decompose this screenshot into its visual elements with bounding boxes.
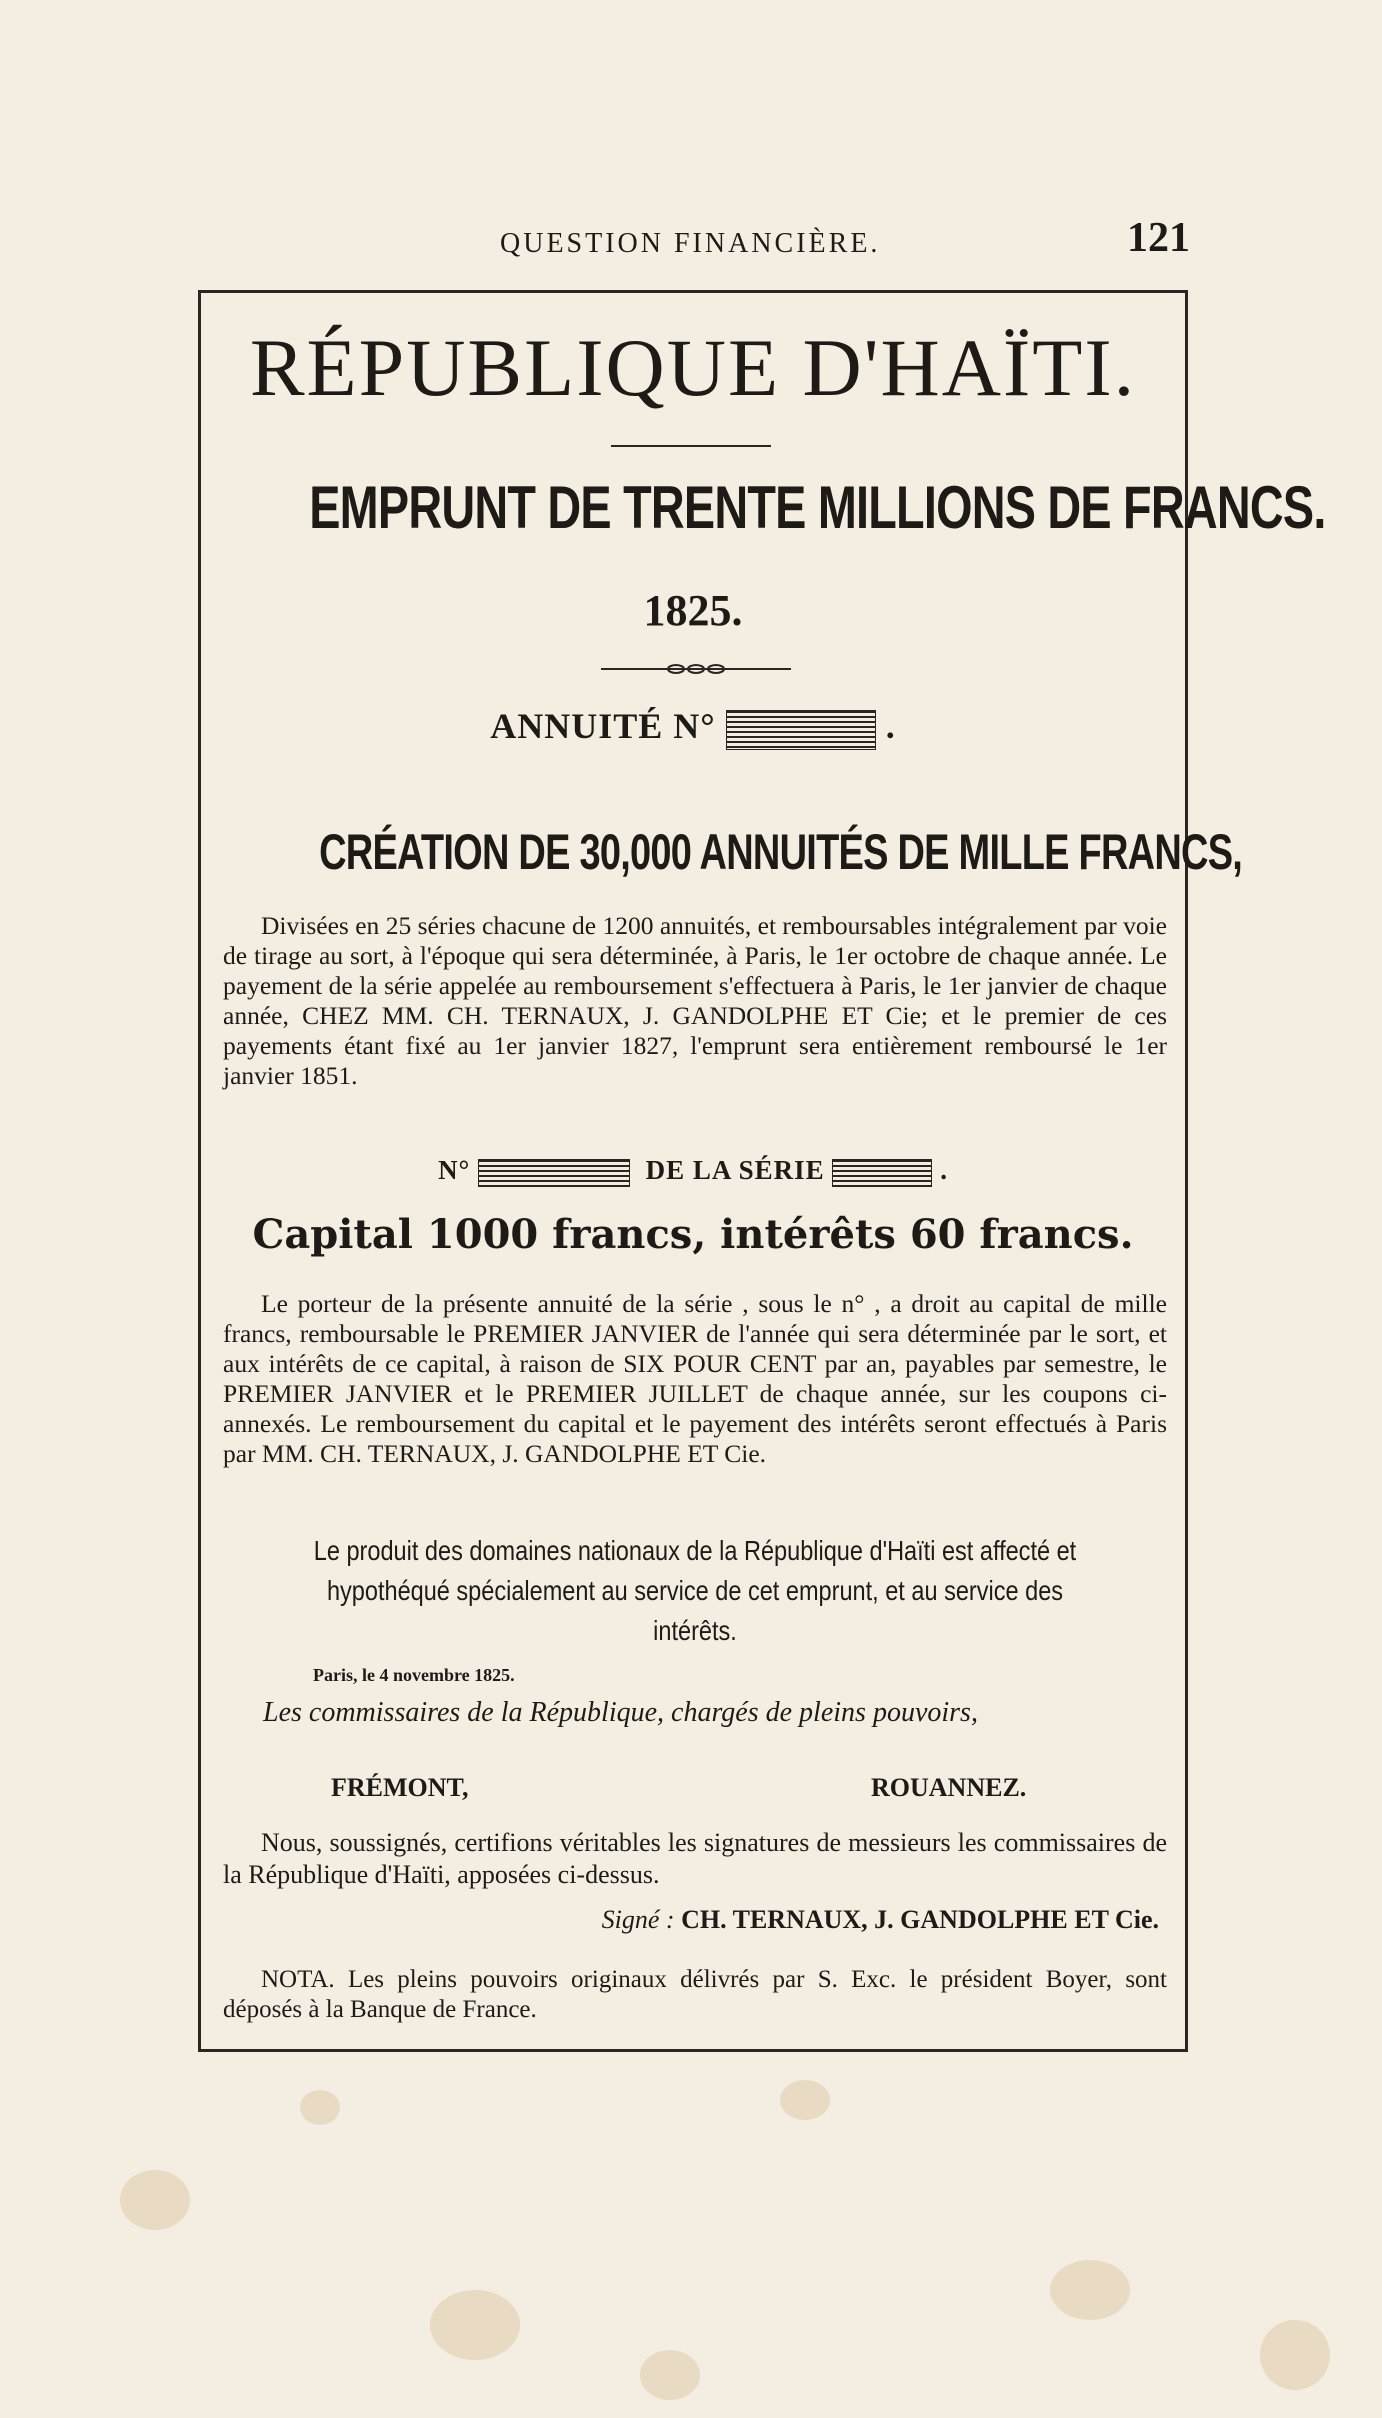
loan-title: EMPRUNT DE TRENTE MILLIONS DE FRANCS. xyxy=(309,474,1326,541)
page-number: 121 xyxy=(1127,215,1190,261)
paper-stain xyxy=(780,2080,830,2120)
bond-title: RÉPUBLIQUE D'HAÏTI. xyxy=(249,322,1137,413)
serie-number-blank xyxy=(478,1159,630,1187)
bond-year: 1825. xyxy=(643,586,743,635)
annuity-number-blank xyxy=(726,710,876,750)
produit-paragraph: Le produit des domaines nationaux de la République d'Haïti est affecté et hypothéqué spécialement au service de cet emprunt, et au service des intérêts. xyxy=(313,1535,1077,1646)
paper-stain xyxy=(640,2350,700,2400)
serie-blank xyxy=(832,1159,932,1187)
paper-stain xyxy=(120,2170,190,2230)
paper-stain xyxy=(1050,2260,1130,2320)
serie-no-label: N° xyxy=(438,1155,471,1185)
soussignes-paragraph: Nous, soussignés, certifions véritables les signatures de messieurs les commissaires de la République d'Haïti, apposées ci-dessus. xyxy=(223,1828,1167,1889)
title-rule xyxy=(611,445,771,447)
serie-label: DE LA SÉRIE xyxy=(645,1155,825,1185)
commissaires-paragraph: Les commissaires de la République, chargés de pleins pouvoirs, xyxy=(263,1697,978,1728)
nota-paragraph: NOTA. Les pleins pouvoirs originaux délivrés par S. Exc. le président Boyer, sont déposés à la Banque de France. xyxy=(223,1966,1167,2023)
paper-stain xyxy=(1260,2320,1330,2390)
annuity-number-line xyxy=(201,705,1185,750)
signatures xyxy=(201,1773,1185,1807)
serie-punct: . xyxy=(940,1155,948,1185)
annuity-punct: . xyxy=(885,706,896,746)
divisees-paragraph: Divisées en 25 séries chacune de 1200 annuités, et remboursables intégralement par voie de tirage au sort, à l'époque qui sera déterminée, à Paris, le 1er octobre de chaque année. Le payement de la série appelée au remboursement s'effectuera à Paris, le 1er janvier de chaque année, CHEZ MM. CH. TERNAUX, J. GANDOLPHE ET Cie; et le premier de ces payements étant fixé au 1er janvier 1827, l'emprunt sera entièrement remboursé le 1er janvier 1851. xyxy=(223,911,1167,1090)
ornament-divider-icon xyxy=(601,663,791,675)
annuity-label: ANNUITÉ N° xyxy=(490,706,716,746)
signatory-fremont: FRÉMONT, xyxy=(331,1773,469,1802)
paper-stain xyxy=(300,2090,340,2125)
date-line: Paris, le 4 novembre 1825. xyxy=(313,1665,515,1685)
signe-line xyxy=(602,1905,1159,1935)
signatory-rouannez: ROUANNEZ. xyxy=(871,1773,1027,1802)
signe-lead: Signé : xyxy=(601,1905,675,1934)
serie-number-line xyxy=(201,1155,1185,1187)
bond-certificate xyxy=(198,290,1326,2052)
paper-stain xyxy=(430,2290,520,2360)
signe-names: CH. TERNAUX, J. GANDOLPHE ET Cie. xyxy=(681,1905,1159,1934)
running-title: QUESTION FINANCIÈRE. xyxy=(500,228,881,259)
capital-line: Capital 1000 francs, intérêts 60 francs. xyxy=(252,1211,1134,1258)
porteur-paragraph: Le porteur de la présente annuité de la série , sous le n° , a droit au capital de mille francs, remboursable le PREMIER JANVIER de l'année qui sera déterminée par le sort, et aux intérêts de ce capital, à raison de SIX POUR CENT par an, payables par semestre, le PREMIER JANVIER et le PREMIER JUILLET de chaque année, sur les coupons ci-annexés. Le remboursement du capital et le payement des intérêts seront effectués à Paris par MM. CH. TERNAUX, J. GANDOLPHE ET Cie. xyxy=(223,1289,1167,1468)
creation-title: CRÉATION DE 30,000 ANNUITÉS DE MILLE FRANCS, xyxy=(319,824,1243,880)
page-header xyxy=(190,214,1190,284)
